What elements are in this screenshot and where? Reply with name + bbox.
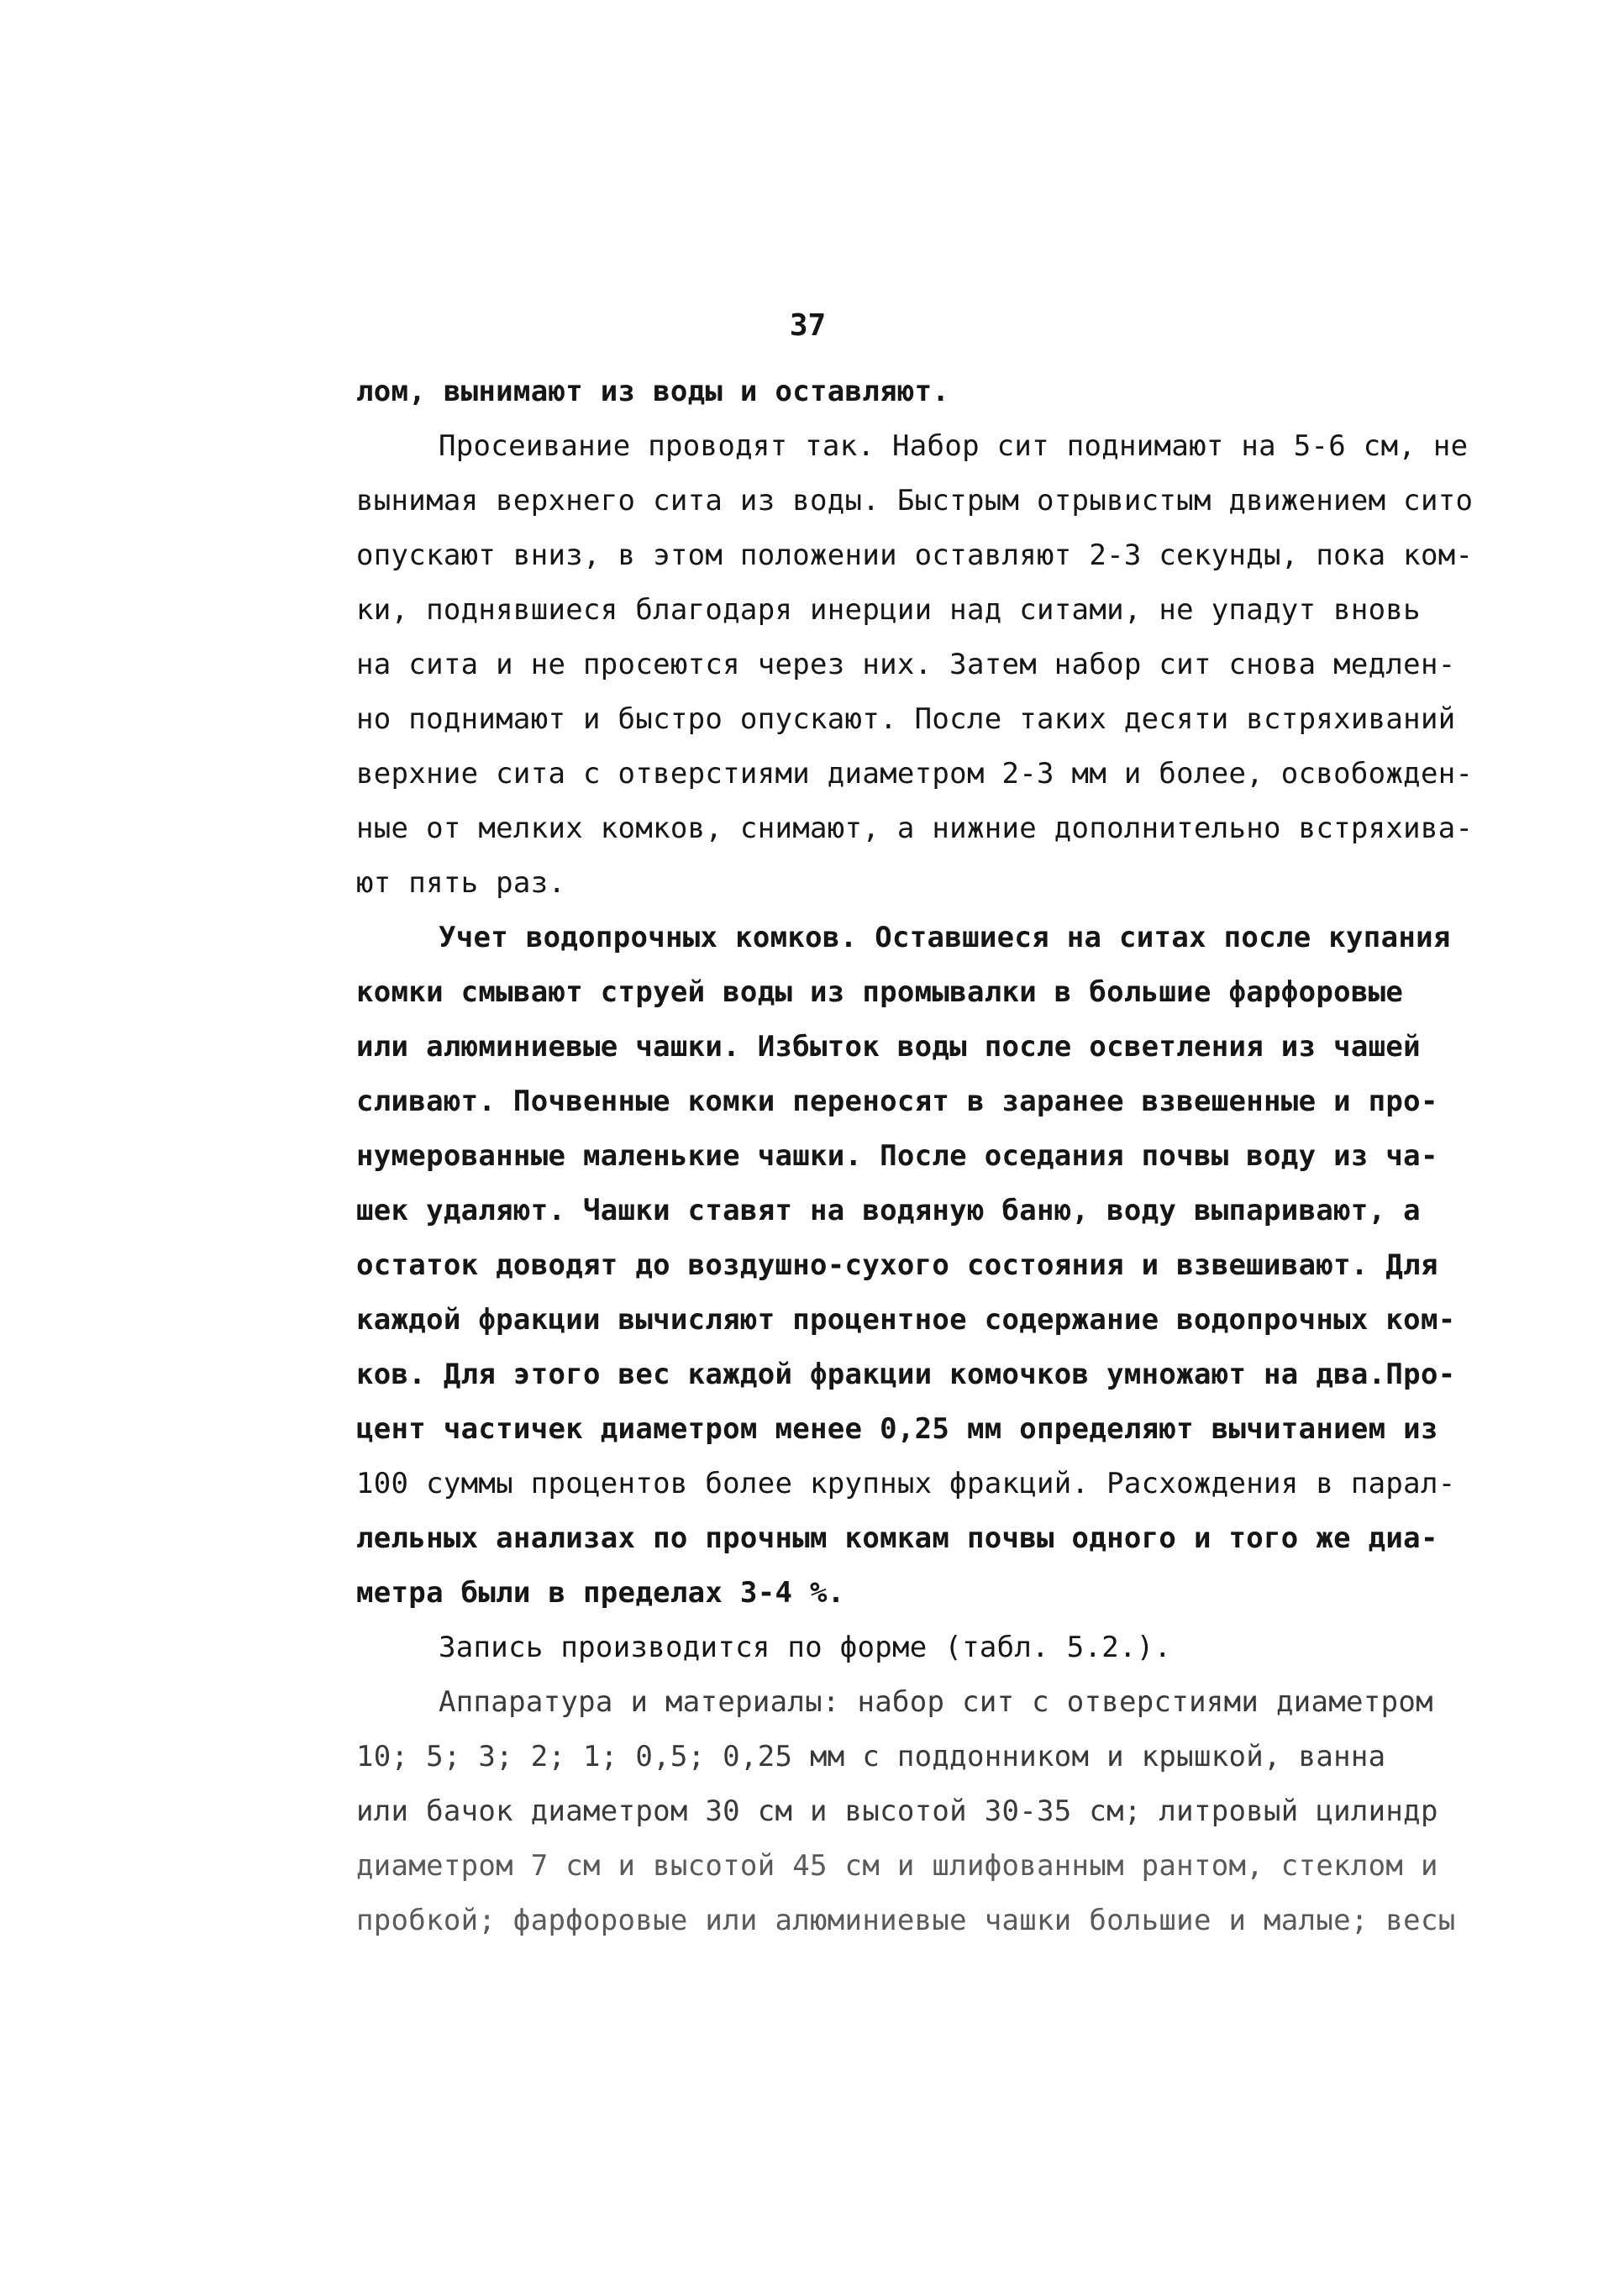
- text-line: шек удаляют. Чашки ставят на водяную баню, воду выпаривают, а: [356, 1194, 1421, 1227]
- text-line: ют пять раз.: [356, 866, 566, 900]
- text-line: 10; 5; 3; 2; 1; 0,5; 0,25 мм с поддонником и крышкой, ванна: [356, 1740, 1386, 1773]
- text-line: каждой фракции вычисляют процентное содержание водопрочных ком-: [356, 1303, 1456, 1337]
- text-line: ков. Для этого вес каждой фракции комочков умножают на два.Про-: [356, 1358, 1456, 1391]
- text-line: комки смывают струей воды из промывалки в большие фарфоровые: [356, 975, 1404, 1009]
- text-line: на сита и не просеются через них. Затем набор сит снова медлен-: [356, 648, 1456, 681]
- text-line: пробкой; фарфоровые или алюминиевые чашки большие и малые; весы: [356, 1904, 1456, 1937]
- text-line: остаток доводят до воздушно-сухого состояния и взвешивают. Для: [356, 1248, 1438, 1282]
- text-line: сливают. Почвенные комки переносят в заранее взвешенные и про-: [356, 1085, 1438, 1118]
- text-line: нумерованные маленькие чашки. После оседания почвы воду из ча-: [356, 1139, 1438, 1173]
- text-line: Просеивание проводят так. Набор сит поднимают на 5-6 см, не: [439, 429, 1469, 463]
- text-line: Аппаратура и материалы: набор сит с отверстиями диаметром: [439, 1685, 1433, 1719]
- text-line: вынимая верхнего сита из воды. Быстрым отрывистым движением сито: [356, 484, 1474, 518]
- text-line: Запись производится по форме (табл. 5.2.).: [439, 1631, 1172, 1664]
- text-line: или бачок диаметром 30 см и высотой 30-35 см; литровый цилиндр: [356, 1794, 1438, 1828]
- text-line: или алюминиевые чашки. Избыток воды после осветления из чашей: [356, 1030, 1421, 1064]
- text-line: верхние сита с отверстиями диаметром 2-3 мм и более, освобожден-: [356, 757, 1474, 791]
- text-line: опускают вниз, в этом положении оставляют 2-3 секунды, пока ком-: [356, 539, 1474, 572]
- text-line: метра были в пределах 3-4 %.: [356, 1576, 845, 1610]
- text-line: диаметром 7 см и высотой 45 см и шлифованным рантом, стеклом и: [356, 1849, 1438, 1883]
- text-line: лельных анализах по прочным комкам почвы одного и того же диа-: [356, 1521, 1438, 1555]
- text-line: 100 суммы процентов более крупных фракций. Расхождения в парал-: [356, 1467, 1456, 1500]
- text-line: Учет водопрочных комков. Оставшиеся на ситах после купания: [439, 921, 1451, 954]
- text-line: ные от мелких комков, снимают, а нижние дополнительно встряхива-: [356, 812, 1474, 845]
- body-text: [356, 365, 1474, 1948]
- text-line: лом, вынимают из воды и оставляют.: [356, 375, 950, 408]
- text-line: но поднимают и быстро опускают. После таких десяти встряхиваний: [356, 702, 1456, 736]
- page-number: 37: [789, 308, 827, 343]
- text-line: цент частичек диаметром менее 0,25 мм определяют вычитанием из: [356, 1412, 1438, 1446]
- text-line: ки, поднявшиеся благодаря инерции над ситами, не упадут вновь: [356, 593, 1421, 627]
